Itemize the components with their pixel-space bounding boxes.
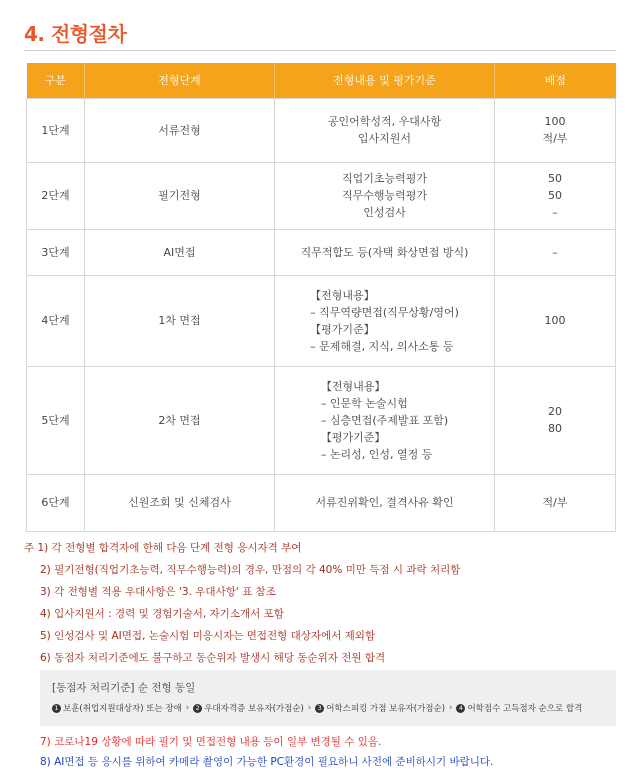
title-divider	[24, 50, 616, 51]
stage-cell: 2단계	[27, 162, 85, 229]
content-line: 인성검사	[363, 206, 406, 219]
score-cell	[495, 474, 616, 531]
content-cell	[275, 229, 495, 275]
stage-cell: 1단계	[27, 98, 85, 162]
number-1-icon: 1	[52, 704, 61, 713]
content-cell	[275, 366, 495, 474]
score-line: 100	[544, 314, 566, 327]
content-line: 【평가기준】	[320, 430, 386, 444]
content-line: – 인문학 논술시험	[320, 396, 408, 410]
score-cell	[495, 98, 616, 162]
tiebreak-item: 어학스피킹 가점 보유자(가점순)	[326, 704, 446, 714]
content-line: 서류진위확인, 결격사유 확인	[315, 496, 454, 509]
score-line: 20	[548, 405, 562, 418]
content-line: – 심층면접(주제발표 포함)	[320, 413, 449, 427]
number-2-icon: 2	[193, 704, 202, 713]
chevron-right-icon: ›	[185, 703, 190, 713]
step-cell: 필기전형	[85, 162, 275, 229]
score-cell	[495, 275, 616, 366]
tiebreak-item: 어학점수 고득점자 순으로 합격	[467, 704, 583, 714]
score-line: 50	[548, 189, 562, 202]
step-cell: 2차 면접	[85, 366, 275, 474]
header-content: 전형내용 및 평가기준	[275, 63, 495, 98]
tiebreak-item: 보훈(취업지원대상자) 또는 장애	[63, 704, 182, 714]
section-title-text: 전형절차	[50, 22, 127, 46]
content-line: – 논리성, 인성, 열정 등	[320, 447, 433, 461]
number-3-icon: 3	[315, 704, 324, 713]
table-row	[27, 229, 616, 275]
content-line: – 직무역량면접(직무상황/영어)	[310, 305, 459, 319]
content-cell	[275, 98, 495, 162]
score-line: 100	[544, 115, 566, 128]
content-line: 직무수행능력평가	[341, 189, 427, 202]
content-line: 【전형내용】	[310, 288, 375, 302]
chevron-right-icon: ›	[307, 703, 312, 713]
content-line: 【평가기준】	[310, 322, 375, 336]
score-line: 80	[548, 422, 562, 435]
table-row	[27, 474, 616, 531]
content-line: 공인어학성적, 우대사항	[327, 115, 442, 128]
content-line: – 문제해결, 지식, 의사소통 등	[310, 339, 454, 353]
header-stage: 전형단계	[85, 63, 275, 98]
tiebreak-criteria	[52, 702, 582, 714]
score-cell	[495, 366, 616, 474]
note-4: 4) 입사지원서 : 경력 및 경험기술서, 자기소개서 포함	[40, 608, 284, 620]
stage-cell: 3단계	[27, 229, 85, 275]
step-cell: AI면접	[85, 229, 275, 275]
tiebreak-title: [동점자 처리기준] 순 전형 동일	[52, 682, 196, 694]
content-line: 입사지원서	[357, 132, 412, 145]
header-score: 배점	[495, 63, 616, 98]
tiebreak-item: 우대자격증 보유자(가점순)	[204, 704, 304, 714]
note-1: 주 1) 각 전형별 합격자에 한해 다음 단계 전형 응시자격 부여	[24, 542, 302, 554]
stage-cell: 6단계	[27, 474, 85, 531]
score-cell	[495, 229, 616, 275]
content-line: 【전형내용】	[320, 379, 386, 393]
table-row	[27, 98, 616, 162]
table-row	[27, 275, 616, 366]
section-number: 4.	[24, 22, 45, 46]
step-cell: 서류전형	[85, 98, 275, 162]
number-4-icon: 4	[456, 704, 465, 713]
step-cell: 신원조회 및 신체검사	[85, 474, 275, 531]
score-cell	[495, 162, 616, 229]
score-line: 적/부	[542, 496, 568, 509]
content-cell	[275, 275, 495, 366]
note-2: 2) 필기전형(직업기초능력, 직무수행능력)의 경우, 만점의 각 40% 미만 득점 시 과락 처리함	[40, 564, 461, 576]
note-3: 3) 각 전형별 적용 우대사항은 '3. 우대사항' 표 참조	[40, 586, 276, 598]
covid-notice: 7) 코로나19 상황에 따라 필기 및 면접전형 내용 등이 일부 변경될 수 있음.	[40, 736, 382, 748]
selection-process-table	[26, 63, 616, 532]
score-line: –	[552, 245, 558, 259]
step-cell: 1차 면접	[85, 275, 275, 366]
table-row	[27, 366, 616, 474]
section-title	[24, 18, 126, 47]
table-header-row	[27, 63, 616, 98]
content-cell	[275, 474, 495, 531]
tiebreak-box	[40, 670, 616, 726]
ai-interview-notice: 8) AI면접 등 응시를 위하여 카메라 촬영이 가능한 PC환경이 필요하니 사전에 준비하시기 바랍니다.	[40, 756, 494, 768]
score-line: 50	[548, 172, 562, 185]
header-category: 구분	[27, 63, 85, 98]
stage-cell: 4단계	[27, 275, 85, 366]
chevron-right-icon: ›	[449, 703, 453, 713]
content-cell	[275, 162, 495, 229]
score-line: 적/부	[542, 132, 568, 145]
note-5: 5) 인성검사 및 AI면접, 논술시험 미응시자는 면접전형 대상자에서 제외함	[40, 630, 376, 642]
score-line: –	[552, 206, 558, 219]
content-line: 직무적합도 등(자택 화상면접 방식)	[300, 245, 469, 259]
content-line: 직업기초능력평가	[341, 172, 427, 185]
table-row	[27, 162, 616, 229]
note-6: 6) 동점자 처리기준에도 불구하고 동순위자 발생시 해당 동순위자 전원 합격	[40, 652, 386, 664]
stage-cell: 5단계	[27, 366, 85, 474]
